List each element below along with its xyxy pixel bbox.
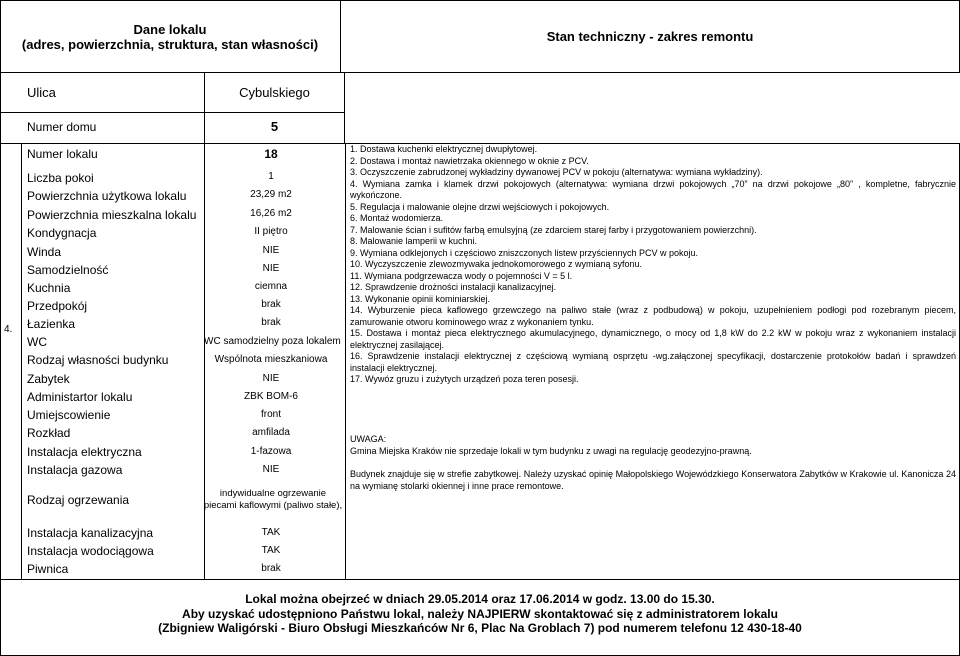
work-item: 11. Wymiana podgrzewacza wody o pojemności V = 5 l. — [350, 270, 573, 281]
detail-value: brak — [261, 317, 281, 328]
detail-value: Wspólnota mieszkaniowa — [214, 354, 328, 365]
detail-label: Kondygnacja — [27, 226, 97, 240]
detail-label: Rozkład — [27, 426, 71, 440]
header-left-title: Dane lokalu — [133, 22, 207, 37]
detail-value: amfilada — [252, 427, 290, 438]
work-item: 15. Dostawa i montaż pieca elektrycznego akumulacyjnego, dynamicznego, o mocy od 1,8 kW do 2.2 kW w pokoju wraz z wykonaniem instalacji elektrycznej zasilającej. — [350, 328, 956, 350]
work-item: 6. Montaż wodomierza. — [350, 213, 444, 223]
street-label: Ulica — [27, 85, 56, 100]
detail-label: Umiejscowienie — [27, 408, 111, 422]
detail-value: TAK — [261, 545, 281, 556]
detail-value: NIE — [262, 464, 280, 475]
address-separator — [0, 112, 345, 113]
detail-value: TAK — [261, 527, 281, 538]
detail-value: 16,26 m2 — [250, 208, 292, 219]
note-regulation: Gmina Miejska Kraków nie sprzedaje lokali w tym budynku z uwagi na regulację geodezyjno-prawną. — [350, 445, 752, 456]
note-heritage: Budynek znajduje się w strefie zabytkowej. Należy uzyskać opinię Małopolskiego Wojewódzkiego Konserwatora Zabytków w Krakowie ul. Kanonicza 24 na wymianę stolarki okiennej i inne prace remontowe. — [350, 469, 956, 491]
work-item: 16. Sprawdzenie instalacji elektrycznej z częściową wymianą osprzętu -wg.załączonej specyfikacji, dostarczenie protokołów badań i sprawdzeń instalacji elektrycznej. — [350, 351, 956, 373]
work-item: 2. Dostawa i montaż nawietrzaka okiennego w oknie z PCV. — [350, 155, 589, 166]
detail-label: Przedpokój — [27, 299, 88, 313]
footer-viewing-dates: Lokal można obejrzeć w dniach 29.05.2014 oraz 17.06.2014 w godz. 13.00 do 15.30. — [245, 592, 715, 606]
detail-value: NIE — [262, 373, 280, 384]
work-item: 12. Sprawdzenie drożności instalacji kanalizacyjnej. — [350, 282, 557, 292]
number-column-divider — [21, 143, 22, 580]
detail-label: WC — [27, 335, 47, 349]
footer-contact-details: (Zbigniew Waligórski - Biuro Obsługi Mieszkańców Nr 6, Plac Na Groblach 7) pod numerem telefonu 12 430-18-40 — [158, 621, 802, 635]
house-number-value: 5 — [270, 119, 279, 134]
detail-value: NIE — [262, 263, 280, 274]
detail-value: ZBK BOM-6 — [244, 391, 298, 402]
detail-label: Winda — [27, 245, 62, 259]
work-item: 7. Malowanie ścian i sufitów farbą emulsyjną (ze zdarciem starej farby i przygotowaniem powierzchni). — [350, 224, 757, 235]
detail-label: Powierzchnia użytkowa lokalu — [27, 189, 187, 203]
work-item: 4. Wymiana zamka i klamek drzwi pokojowych (alternatywa: wymiana drzwi pokojowych „70” na drzwi pokojowe „80” , kompletne, fabrycznie wykończone. — [350, 178, 956, 200]
header-left-subtitle: (adres, powierzchnia, struktura, stan własności) — [21, 37, 319, 52]
work-item: 10. Wyczyszczenie zlewozmywaka jednokomorowego z wymianą syfonu. — [350, 259, 643, 269]
street-value: Cybulskiego — [239, 85, 310, 100]
detail-value: 23,29 m2 — [250, 189, 292, 200]
work-item: 9. Wymiana odklejonych i częściowo zniszczonych listew przyściennych PCV w pokoju. — [350, 247, 699, 258]
house-number-label: Numer domu — [27, 120, 97, 134]
row-number: 4. — [4, 324, 13, 335]
detail-label: Łazienka — [27, 317, 76, 331]
work-item: 13. Wykonanie opinii kominiarskiej. — [350, 293, 490, 304]
detail-label: Instalacja wodociągowa — [27, 544, 154, 558]
value-column-divider — [345, 143, 346, 580]
detail-label: Kuchnia — [27, 281, 71, 295]
detail-label: Samodzielność — [27, 263, 109, 277]
detail-label: Instalacja kanalizacyjna — [27, 526, 154, 540]
detail-value: brak — [261, 299, 281, 310]
detail-label: Piwnica — [27, 562, 69, 576]
detail-label: Numer lokalu — [27, 147, 98, 161]
detail-value: brak — [261, 563, 281, 574]
detail-label: Zabytek — [27, 372, 70, 386]
detail-label: Powierzchnia mieszkalna lokalu — [27, 208, 197, 222]
footer-text — [0, 592, 960, 636]
detail-value: ciemna — [254, 281, 288, 292]
detail-label: Rodzaj ogrzewania — [27, 493, 130, 507]
renovation-scope-list — [350, 144, 956, 386]
header-right-title: Stan techniczny - zakres remontu — [546, 29, 754, 44]
work-item: 3. Oczyszczenie zabrudzonej wykładziny dywanowej PCV w pokoju (alternatywa: wymiana wykładziny). — [350, 167, 763, 177]
detail-label: Administartor lokalu — [27, 390, 133, 404]
detail-value: 18 — [264, 147, 278, 161]
detail-value: WC samodzielny poza lokalem — [204, 336, 341, 347]
work-item: 14. Wyburzenie pieca kaflowego grzewczego na paliwo stałe (wraz z podbudową) w pokoju, uzupełnieniem podłogi pod rozebranym piecem, zamurowanie otworu kominowego wraz z wykonaniem tynku. — [350, 305, 956, 327]
detail-label: Instalacja gazowa — [27, 463, 123, 477]
work-item: 17. Wywóz gruzu i zużytych urządzeń poza teren posesji. — [350, 374, 579, 384]
detail-value: 1 — [268, 171, 274, 182]
footer-contact-instruction: Aby uzyskać udostępniono Państwu lokal, należy NAJPIERW skontaktować się z administratorem lokalu — [182, 606, 778, 621]
detail-label: Rodzaj własności budynku — [27, 353, 169, 367]
detail-value: front — [260, 409, 281, 420]
detail-value: NIE — [262, 245, 280, 256]
detail-value: indywidualne ogrzewanie piecami kaflowymi (paliwo stałe), — [203, 488, 343, 511]
detail-label: Liczba pokoi — [27, 171, 94, 185]
notes-block — [350, 434, 956, 492]
work-item: 5. Regulacja i malowanie olejne drzwi wejściowych i pokojowych. — [350, 201, 610, 212]
detail-value: II piętro — [254, 226, 288, 237]
notes-heading: UWAGA: — [350, 434, 387, 444]
work-item: 1. Dostawa kuchenki elektrycznej dwupłytowej. — [350, 144, 538, 154]
work-item: 8. Malowanie lamperii w kuchni. — [350, 236, 478, 246]
detail-label: Instalacja elektryczna — [27, 445, 142, 459]
detail-value: 1-fazowa — [250, 446, 292, 457]
